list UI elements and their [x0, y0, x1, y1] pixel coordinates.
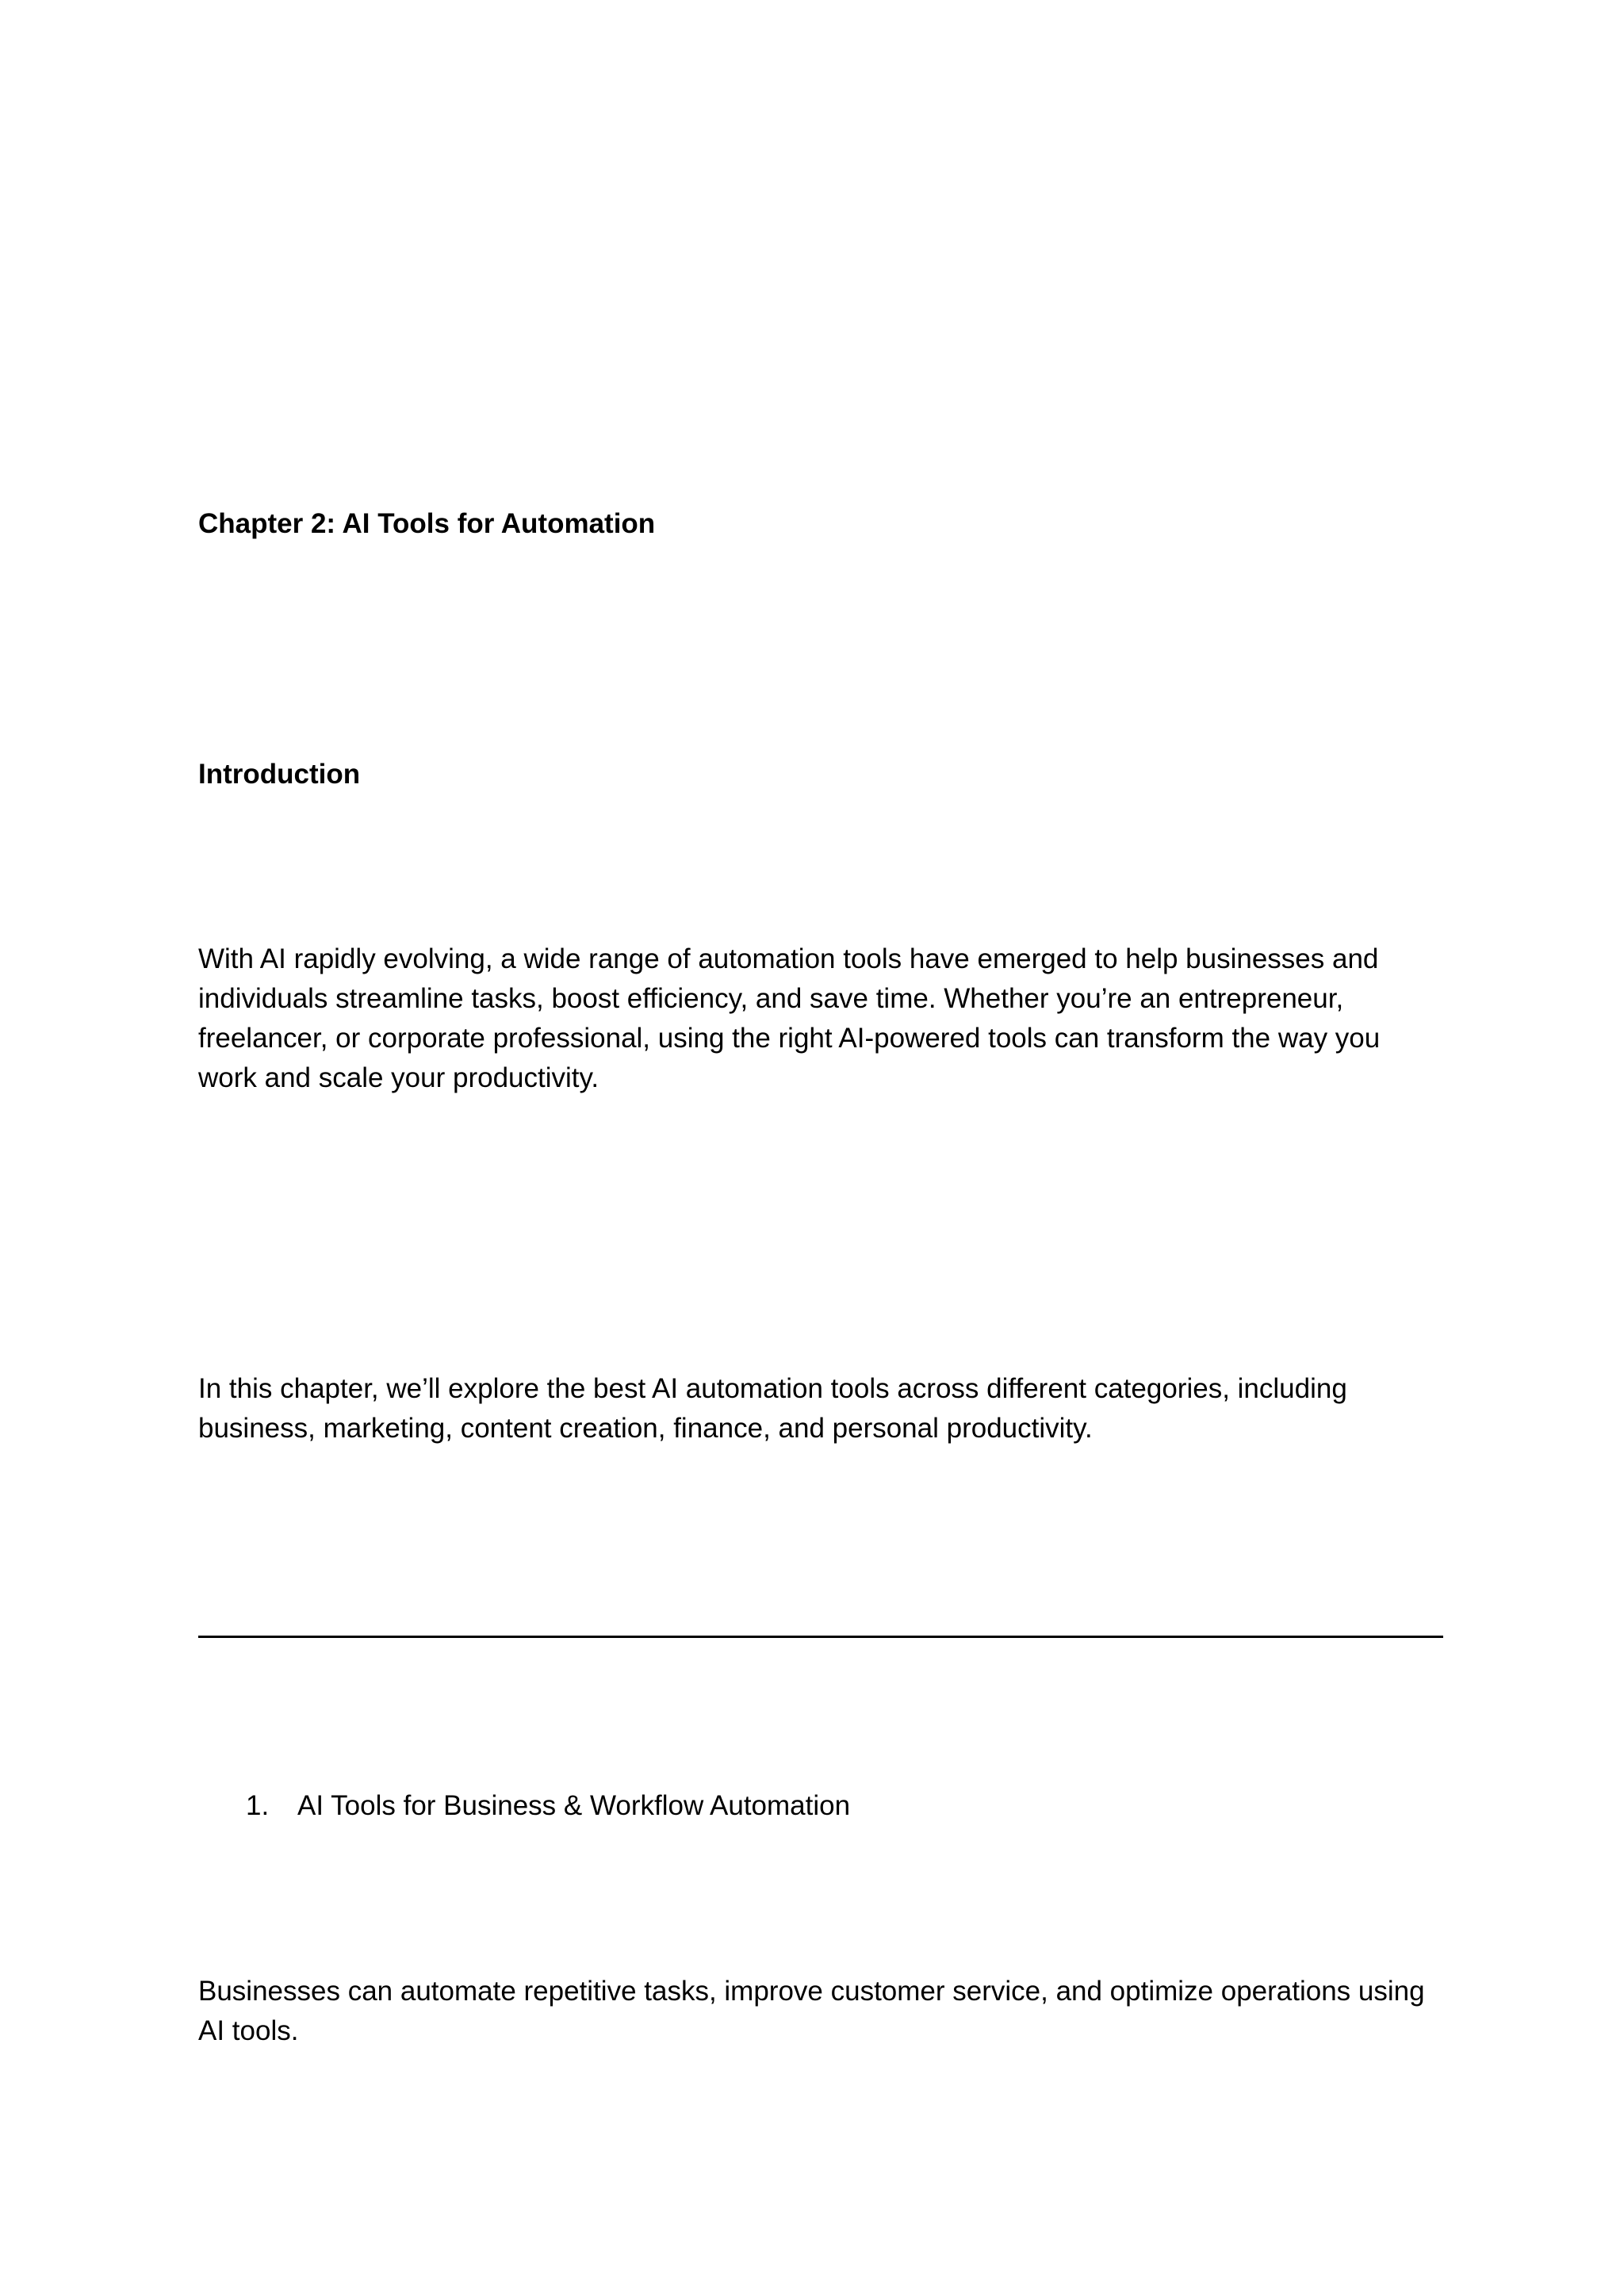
horizontal-divider — [198, 1636, 1443, 1638]
numbered-list-item — [246, 1786, 850, 1826]
introduction-heading: Introduction — [198, 759, 361, 790]
list-item-label: AI Tools for Business & Workflow Automation — [297, 1790, 851, 1821]
chapter-title: Chapter 2: AI Tools for Automation — [198, 508, 656, 539]
intro-paragraph: With AI rapidly evolving, a wide range of automation tools have emerged to help businesses and individuals streamline tasks, boost efficiency, and save time. Whether you’re an entrepreneur, freelancer, or corporate professional, using the right AI-powered tools can transform the way you work and scale your productivity. — [198, 943, 1381, 1093]
list-item-number: 1. — [246, 1790, 270, 1821]
chapter-overview-paragraph: In this chapter, we’ll explore the best AI automation tools across different categories, including business, marketing, content creation, finance, and personal productivity. — [198, 1373, 1347, 1444]
business-automation-paragraph: Businesses can automate repetitive tasks, improve customer service, and optimize operations using AI tools. — [198, 1976, 1425, 2046]
